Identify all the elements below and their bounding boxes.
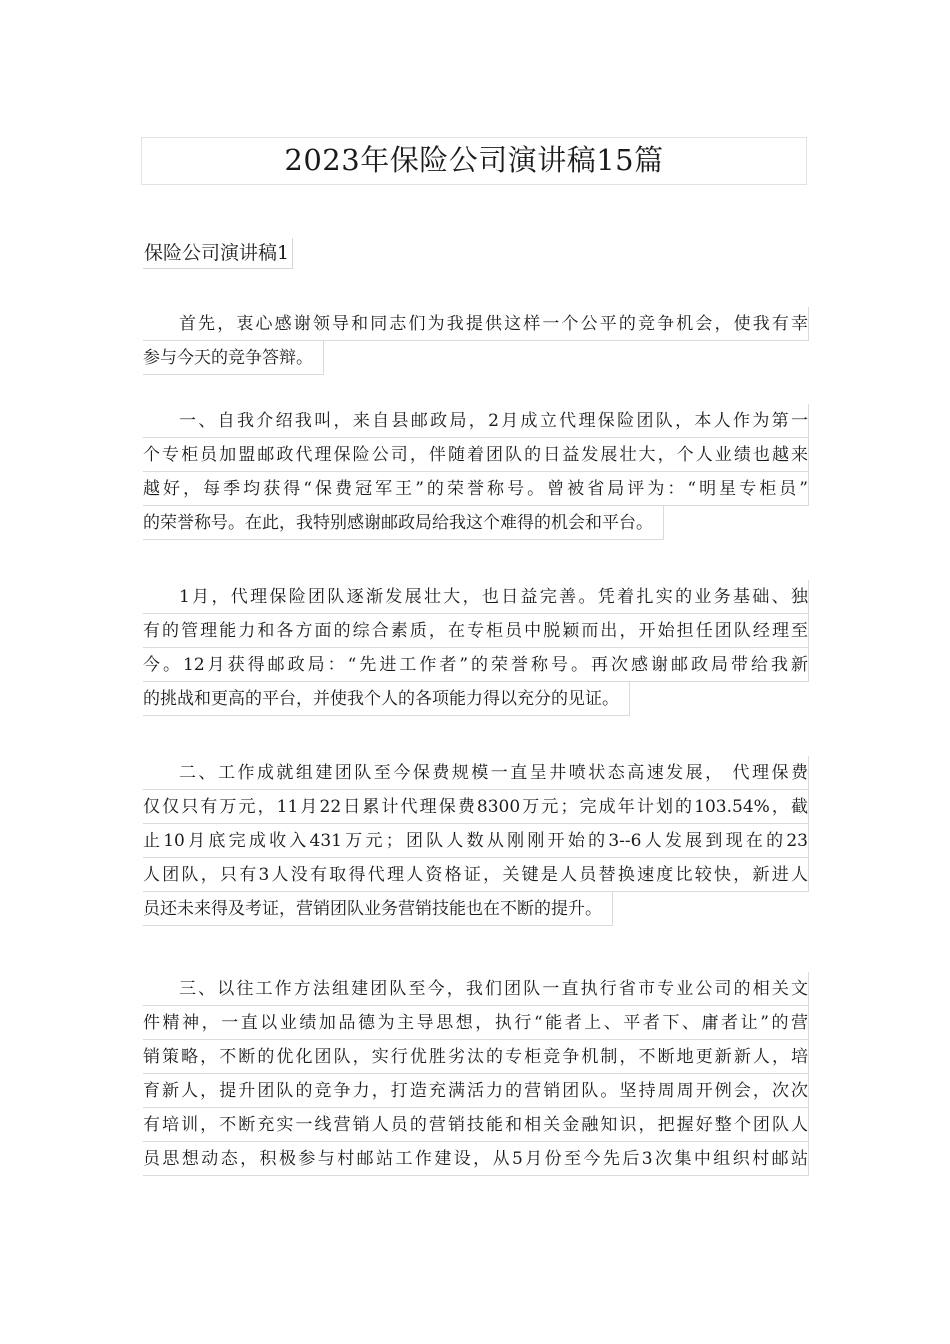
paragraph-line: 销策略，不断的优化团队，实行优胜劣汰的专柜竞争机制，不断地更新新人，培 [143, 1040, 809, 1074]
paragraph-line: 员思想动态，积极参与村邮站工作建设，从5月份至今先后3次集中组织村邮站 [143, 1142, 809, 1176]
paragraph-line: 参与今天的竞争答辩。 [143, 341, 324, 375]
section-heading: 保险公司演讲稿1 [143, 238, 293, 269]
paragraph-line: 件精神，一直以业绩加品德为主导思想，执行“能者上、平者下、庸者让”的营 [143, 1006, 809, 1040]
paragraph-line: 有的管理能力和各方面的综合素质，在专柜员中脱颖而出，开始担任团队经理至 [143, 614, 809, 648]
paragraph-line: 首先，衷心感谢领导和同志们为我提供这样一个公平的竞争机会，使我有幸 [143, 307, 809, 341]
paragraph-line: 止10月底完成收入431万元；团队人数从刚刚开始的3--6人发展到现在的23 [143, 824, 809, 858]
paragraph [143, 580, 809, 716]
paragraph-line: 三、以往工作方法组建团队至今，我们团队一直执行省市专业公司的相关文 [143, 972, 809, 1006]
paragraph-line: 员还未来得及考证，营销团队业务营销技能也在不断的提升。 [143, 892, 613, 926]
paragraph-line: 人团队，只有3人没有取得代理人资格证，关键是人员替换速度比较快，新进人 [143, 858, 809, 892]
document-title: 2023年保险公司演讲稿15篇 [141, 137, 807, 185]
paragraph-line: 有培训，不断充实一线营销人员的营销技能和相关金融知识，把握好整个团队人 [143, 1108, 809, 1142]
paragraph-line: 仅仅只有万元，11月22日累计代理保费8300万元；完成年计划的103.54%，截 [143, 790, 809, 824]
paragraph-line: 越好，每季均获得“保费冠军王”的荣誉称号。曾被省局评为：“明星专柜员” [143, 472, 809, 506]
paragraph-line: 一、自我介绍我叫，来自县邮政局，2月成立代理保险团队，本人作为第一 [143, 404, 809, 438]
paragraph [143, 972, 809, 1176]
paragraph [143, 756, 809, 926]
paragraph-line: 的挑战和更高的平台，并使我个人的各项能力得以充分的见证。 [143, 682, 630, 716]
paragraph-line: 的荣誉称号。在此，我特别感谢邮政局给我这个难得的机会和平台。 [143, 506, 664, 540]
paragraph-line: 二、工作成就组建团队至今保费规模一直呈井喷状态高速发展， 代理保费 [143, 756, 809, 790]
paragraph-line: 1月，代理保险团队逐渐发展壮大，也日益完善。凭着扎实的业务基础、独 [143, 580, 809, 614]
paragraph-line: 个专柜员加盟邮政代理保险公司，伴随着团队的日益发展壮大，个人业绩也越来 [143, 438, 809, 472]
paragraph [143, 307, 809, 375]
paragraph-line: 今。12月获得邮政局：“先进工作者”的荣誉称号。再次感谢邮政局带给我新 [143, 648, 809, 682]
paragraph [143, 404, 809, 540]
paragraph-line: 育新人，提升团队的竞争力，打造充满活力的营销团队。坚持周周开例会，次次 [143, 1074, 809, 1108]
